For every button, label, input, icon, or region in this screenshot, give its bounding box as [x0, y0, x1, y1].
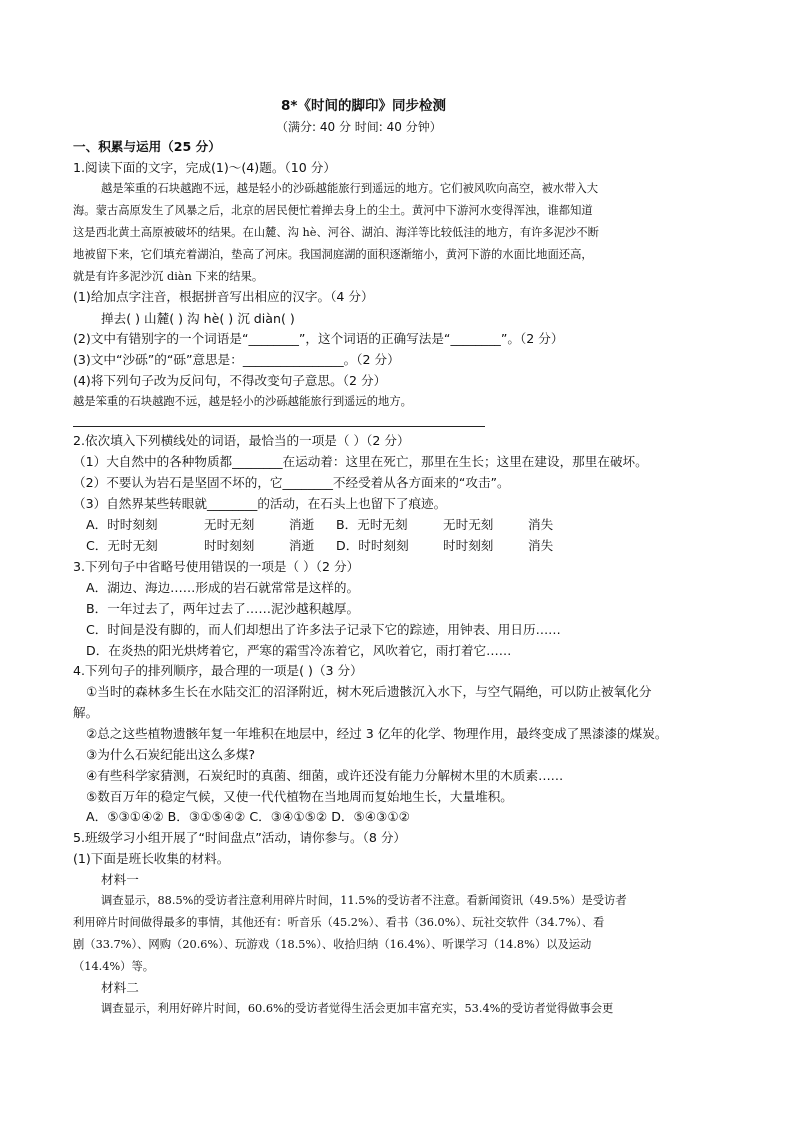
- q4-options: A．⑤③①④② B．③①⑤④② C．③④①⑤② D．⑤④③①②: [86, 809, 410, 824]
- q5-part1: (1)下面是班长收集的材料。: [73, 851, 230, 866]
- q1-part2: (2)文中有错别字的一个词语是“________”，这个词语的正确写法是“________”。（2 分）: [73, 331, 564, 346]
- q2-option: 消逝: [289, 538, 315, 553]
- q2-option: B．无时无刻: [336, 517, 408, 532]
- q2-sentence: （2）不要认为岩石是坚固不坏的，它________不经受着从各方面来的“攻击”。: [73, 475, 510, 490]
- q4-sentence: 解。: [73, 705, 99, 720]
- q3-option: D．在炎热的阳光烘烤着它，严寒的霜雪冷冻着它，风吹着它，雨打着它……: [86, 643, 512, 658]
- q5-stem: 5.班级学习小组开展了“时间盘点”活动，请你参与。（8 分）: [73, 830, 407, 845]
- q1-part1-items: 掸去( ) 山麓( ) 沟 hè( ) 沉 diàn( ): [101, 311, 295, 326]
- material-line: （14.4%）等。: [73, 960, 155, 973]
- q2-option: D．时时刻刻: [336, 538, 409, 553]
- page-subtitle: （满分: 40 分 时间: 40 分钟）: [276, 120, 442, 134]
- q3-option: A．湖边、海边……形成的岩石就常常是这样的。: [86, 580, 360, 595]
- page-title: 8*《时间的脚印》同步检测: [281, 98, 446, 114]
- q2-option: A．时时刻刻: [86, 517, 158, 532]
- material-line: 剧（33.7%）、网购（20.6%）、玩游戏（18.5%）、收拾归纳（16.4%）、听课学习（14.8%）以及运动: [73, 938, 592, 951]
- passage-line: 这是西北黄土高原被破坏的结果。在山麓、沟 hè、河谷、湖泊、海洋等比较低洼的地方，有许多泥沙不断: [73, 226, 599, 239]
- q4-sentence: ④有些科学家猜测，石炭纪时的真菌、细菌，或许还没有能力分解树木里的木质素……: [86, 768, 564, 783]
- answer-line: [73, 426, 485, 427]
- q1-part1: (1)给加点字注音，根据拼音写出相应的汉字。（4 分）: [73, 289, 374, 304]
- material-title: 材料一: [101, 872, 139, 887]
- q4-sentence: ⑤数百万年的稳定气候，又使一代代植物在当地周而复始地生长，大量堆积。: [86, 789, 513, 804]
- q4-sentence: ②总之这些植物遗骸年复一年堆积在地层中，经过 3 亿年的化学、物理作用，最终变成了黑漆漆的煤炭。: [86, 726, 668, 741]
- q2-option: 消失: [528, 517, 554, 532]
- q2-sentence: （1）大自然中的各种物质都________在运动着：这里在死亡，那里在生长；这里在建设，那里在破坏。: [73, 454, 648, 469]
- material-line: 调查显示，88.5%的受访者注意利用碎片时间，11.5%的受访者不注意。看新闻资讯（49.5%）是受访者: [101, 894, 627, 907]
- q2-option: 时时刻刻: [204, 538, 255, 553]
- q2-sentence: （3）自然界某些转眼就________的活动，在石头上也留下了痕迹。: [73, 496, 447, 511]
- q1-part4: (4)将下列句子改为反问句，不得改变句子意思。（2 分）: [73, 373, 387, 388]
- q2-option: 无时无刻: [443, 517, 494, 532]
- passage-line: 海。蒙古高原发生了风暴之后，北京的居民便忙着掸去身上的尘土。黄河中下游河水变得浑浊，谁都知道: [73, 204, 593, 217]
- q1-part3: (3)文中“沙砾”的“砾”意思是：________________。（2 分）: [73, 352, 400, 367]
- passage-line: 越是笨重的石块越跑不远，越是轻小的沙砾越能旅行到遥远的地方。它们被风吹向高空，被水带入大: [101, 182, 599, 195]
- q1-part4-sentence: 越是笨重的石块越跑不远，越是轻小的沙砾越能旅行到遥远的地方。: [73, 395, 412, 408]
- passage-line: 就是有许多泥沙沉 diàn 下来的结果。: [73, 270, 264, 283]
- q2-option: 消逝: [289, 517, 315, 532]
- material-title: 材料二: [101, 980, 139, 995]
- q4-sentence: ①当时的森林多生长在水陆交汇的沼泽附近，树木死后遗骸沉入水下，与空气隔绝，可以防止被氧化分: [86, 684, 652, 699]
- q2-option: 消失: [528, 538, 554, 553]
- q3-option: C．时间是没有脚的，而人们却想出了许多法子记录下它的踪迹，用钟表、用日历……: [86, 622, 561, 637]
- section-heading: 一、积累与运用（25 分）: [73, 139, 221, 154]
- q2-option: 时时刻刻: [443, 538, 494, 553]
- material-line: 调查显示，利用好碎片时间，60.6%的受访者觉得生活会更加丰富充实，53.4%的受访者觉得做事会更: [101, 1002, 614, 1015]
- q2-stem: 2.依次填入下列横线处的词语，最恰当的一项是（ ）（2 分）: [73, 433, 410, 448]
- q2-option: C．无时无刻: [86, 538, 158, 553]
- q1-stem: 1.阅读下面的文字，完成(1)～(4)题。（10 分）: [73, 160, 336, 175]
- q4-sentence: ③为什么石炭纪能出这么多煤?: [86, 747, 256, 762]
- q3-stem: 3.下列句子中省略号使用错误的一项是（ ）（2 分）: [73, 559, 360, 574]
- q4-stem: 4.下列句子的排列顺序，最合理的一项是( )（3 分）: [73, 663, 363, 678]
- passage-line: 地被留下来，它们填充着湖泊，垫高了河床。我国洞庭湖的面积逐渐缩小，黄河下游的水面比地面还高，: [73, 248, 593, 261]
- q3-option: B．一年过去了，两年过去了……泥沙越积越厚。: [86, 601, 360, 616]
- q2-option: 无时无刻: [204, 517, 255, 532]
- material-line: 利用碎片时间做得最多的事情，其他还有：听音乐（45.2%）、看书（36.0%）、玩社交软件（34.7%）、看: [73, 916, 605, 929]
